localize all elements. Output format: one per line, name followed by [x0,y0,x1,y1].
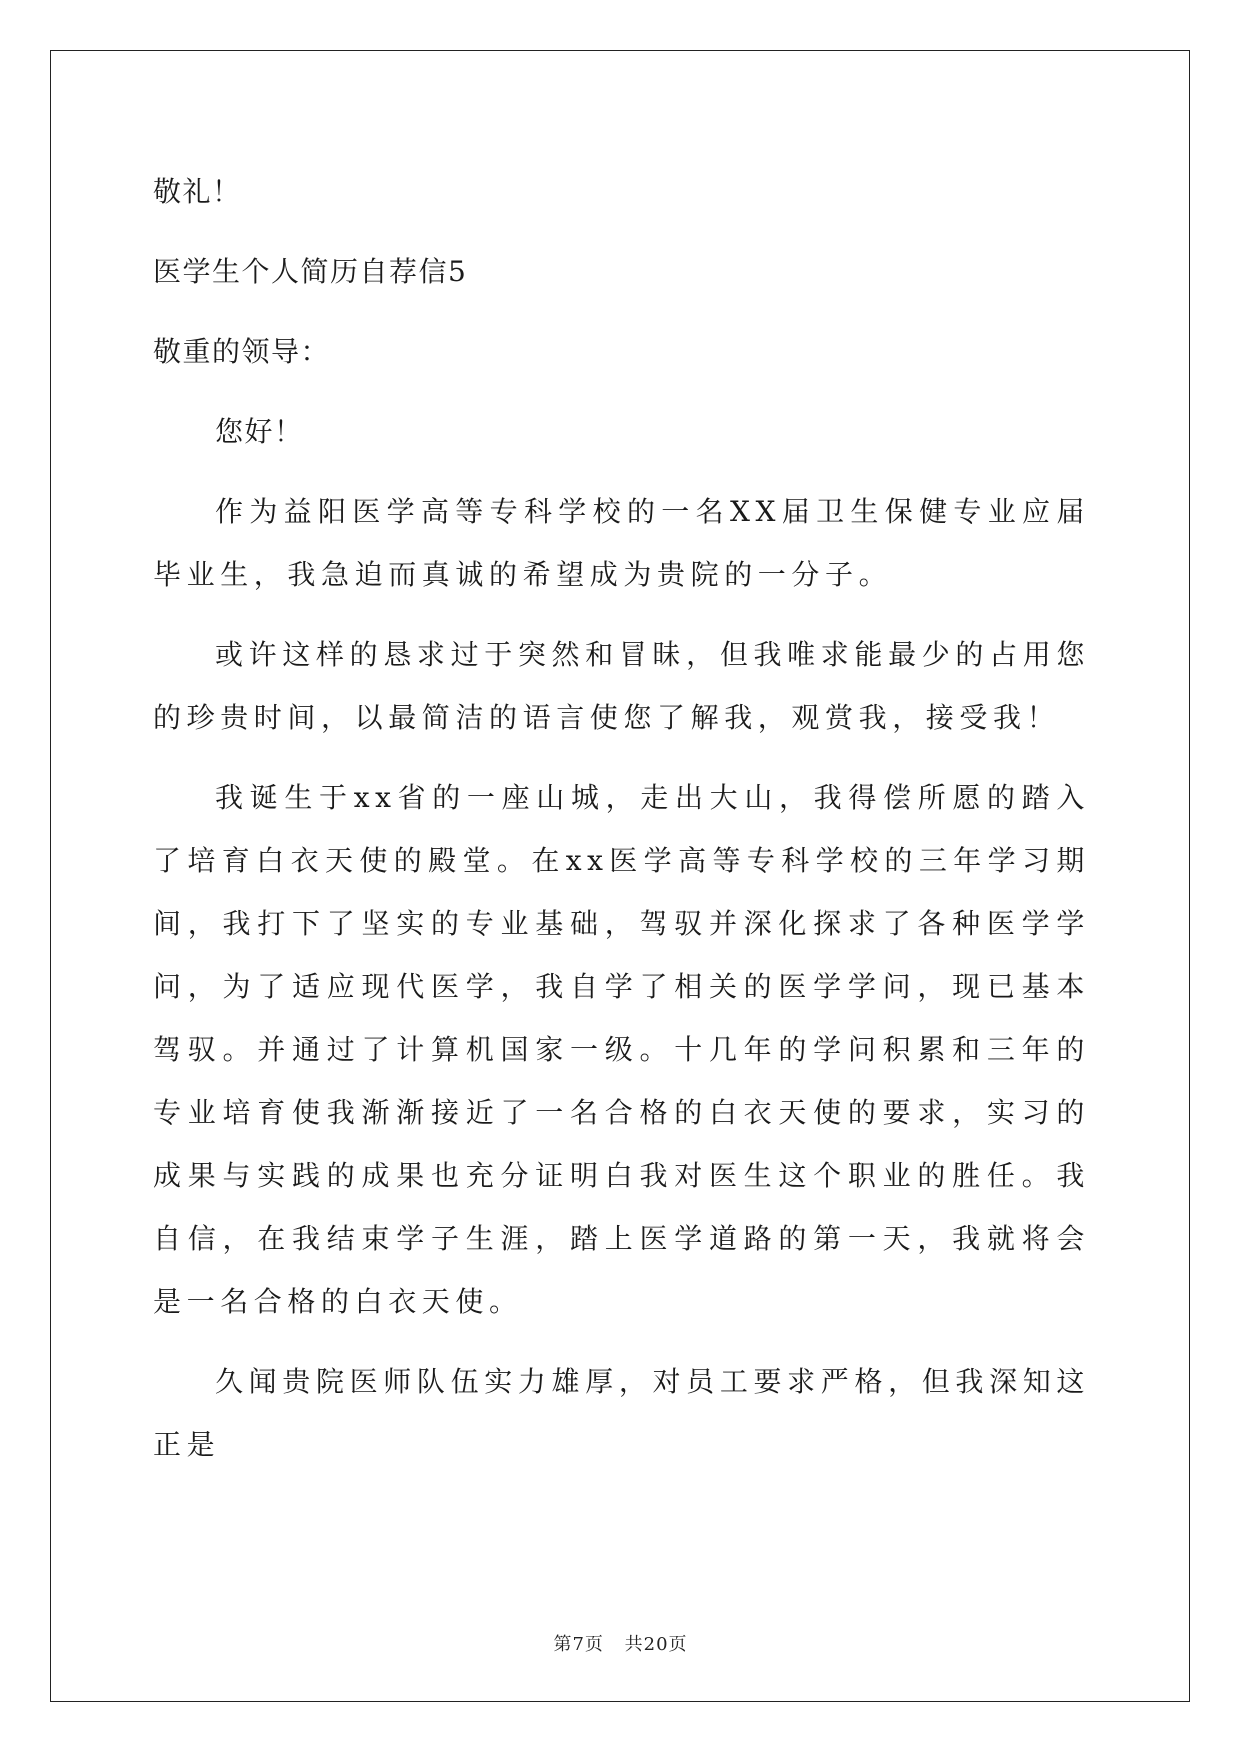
salutation-line: 敬重的领导： [153,335,331,368]
page-footer [0,1630,1241,1656]
document-body [153,160,1090,1476]
page-number: 第7页 [553,1634,604,1655]
paragraph-3: 我诞生于xx省的一座山城，走出大山，我得偿所愿的踏入了培育白衣天使的殿堂。在xx医学高等专科学校的三年学习期间，我打下了坚实的专业基础，驾驭并深化探求了各种医学学问，为了适应现代医学，我自学了相关的医学学问，现已基本驾驭。并通过了计算机国家一级。十几年的学问积累和三年的专业培育使我渐渐接近了一名合格的白衣天使的要求，实习的成果与实践的成果也充分证明白我对医生这个职业的胜任。我自信，在我结束学子生涯，踏上医学道路的第一天，我就将会是一名合格的白衣天使。 [153,781,1090,1318]
paragraph-4: 久闻贵院医师队伍实力雄厚，对员工要求严格，但我深知这正是 [153,1365,1090,1461]
letter-title: 医学生个人简历自荐信5 [153,255,468,288]
closing-line: 敬礼！ [153,175,242,208]
paragraph-2: 或许这样的恳求过于突然和冒昧，但我唯求能最少的占用您的珍贵时间，以最简洁的语言使您了解我，观赏我，接受我！ [153,638,1090,734]
paragraph-1: 作为益阳医学高等专科学校的一名XX届卫生保健专业应届毕业生，我急迫而真诚的希望成为贵院的一分子。 [153,495,1090,591]
greeting-line: 您好！ [215,415,304,448]
page-total: 共20页 [624,1634,688,1655]
